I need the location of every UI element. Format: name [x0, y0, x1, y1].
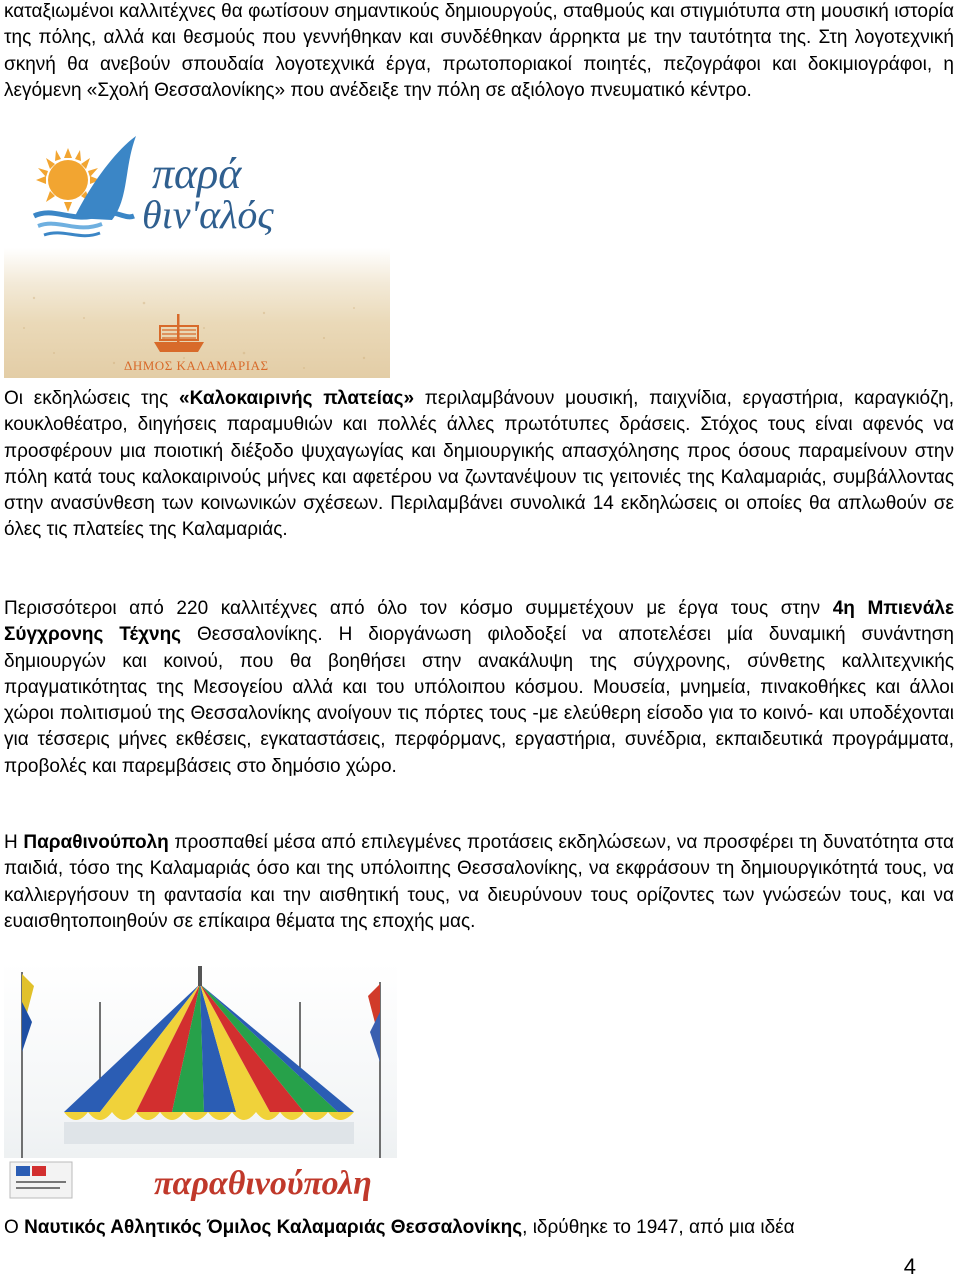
tent-banner-text: παραθινούπολη	[154, 1165, 372, 1202]
paragraph-music-literature: καταξιωμένοι καλλιτέχνες θα φωτίσουν σημαντικούς δημιουργούς, σταθμούς και στιγμιότυπα στη μουσική ιστορία της πόλης, αλλά και θεσμούς που γεννήθηκαν και συνδέθηκαν άρρηκτα με την ταυτότητα της. Στη λογοτεχνική σκηνή θα ανεβούν σπουδαία λογοτεχνικά έργα, πρωτοποριακοί ποιητές, πεζογράφοι και δοκιμιογράφοι, η λεγόμενη «Σχολή Θεσσαλονίκης» που ανέδειξε την πόλη σε αξιόλογο πνευματικό κέντρο.	[4, 1, 954, 101]
parathinalos-logo-image	[4, 128, 390, 378]
logo-title-line1: παρά	[152, 149, 242, 198]
paragraph-nautical-club: Ο Ναυτικός Αθλητικός Όμιλος Καλαμαριάς Θεσσαλονίκης, ιδρύθηκε το 1947, από μια ιδέα	[4, 1217, 795, 1238]
nautical-club-title: Ναυτικός Αθλητικός Όμιλος Καλαμαριάς Θεσσαλονίκης	[24, 1217, 523, 1238]
tent-dome	[64, 966, 354, 1112]
page-number: 4	[903, 1254, 916, 1279]
summer-square-title: «Καλοκαιρινής πλατείας»	[179, 388, 415, 409]
parathinoupoli-title: Παραθινούπολη	[23, 832, 169, 853]
logo-title-line2: θιν'αλός	[142, 192, 274, 237]
paragraph-biennale: Περισσότεροι από 220 καλλιτέχνες από όλο τον κόσμο συμμετέχουν με έργα τους στην 4η Μπιενάλε Σύγχρονης Τέχνης Θεσσαλονίκης. Η διοργάνωση φιλοδοξεί να αποτελέσει μία δυναμική συνάντηση δημιουργών και κοινού, που θα βοηθήσει στην ανακάλυψη της σύγχρονης, σύνθετης καλλιτεχνικής πραγματικότητας της Μεσογείου αλλά και του υπόλοιπου κόσμου. Μουσεία, μνημεία, πινακοθήκες και άλλοι χώροι πολιτισμού της Θεσσαλονίκης ανοίγουν τις πόρτες τους -με ελεύθερη είσοδο για το κοινό- και υποδέχονται για τέσσερις μήνες εκθέσεις, εγκαταστάσεις, περφόρμανς, εργαστήρια, συνέδρια, εκπαιδευτικά προγράμματα, προβολές και παρεμβάσεις στο δημόσιο χώρο.	[4, 598, 954, 777]
ship-emblem-icon	[154, 314, 204, 352]
logo-municipality-text: ΔΗΜΟΣ ΚΑΛΑΜΑΡΙΑΣ	[124, 358, 269, 373]
paragraph-summer-square: Οι εκδηλώσεις της «Καλοκαιρινής πλατείας» περιλαμβάνουν μουσική, παιχνίδια, εργαστήρια, καραγκιόζη, κουκλοθέατρο, διηγήσεις παραμυθιών και πολλές άλλες πρωτότυπες δράσεις. Στόχος τους είναι αφενός να προσφέρουν μια ποιοτική διέξοδο ψυχαγωγίας και δημιουργικής απασχόλησης προς όσους παραμείνουν στην πόλη κατά τους καλοκαιρινούς μήνες και αφετέρου να ζωντανέψουν τις γειτονιές της Καλαμαριάς, συμβάλλοντας στην ανασύνθεση των κοινωνικών σχέσεων. Περιλαμβάνει συνολικά 14 εκδηλώσεις οι οποίες θα απλωθούν σε όλες τις πλατείες της Καλαμαριάς.	[4, 388, 954, 541]
paragraph-parathinoupoli: Η Παραθινούπολη προσπαθεί μέσα από επιλεγμένες προτάσεις εκδηλώσεων, να προσφέρει τη δυνατότητα στα παιδιά, τόσο της Καλαμαριάς όσο και της υπόλοιπης Θεσσαλονίκης, να εκφράσουν τη δημιουργικότητά τους, να καλλιεργήσουν τη φαντασία και την αισθητική τους, να διευρύνουν τους ορίζοντες των γνώσεών τους, και να ευαισθητοποιηθούν σε επίκαιρα θέματα της εποχής μας.	[4, 832, 954, 932]
parathinoupoli-tent-photo	[4, 962, 397, 1202]
biennale-title: 4η Μπιενάλε Σύγχρονης Τέχνης	[4, 598, 954, 646]
